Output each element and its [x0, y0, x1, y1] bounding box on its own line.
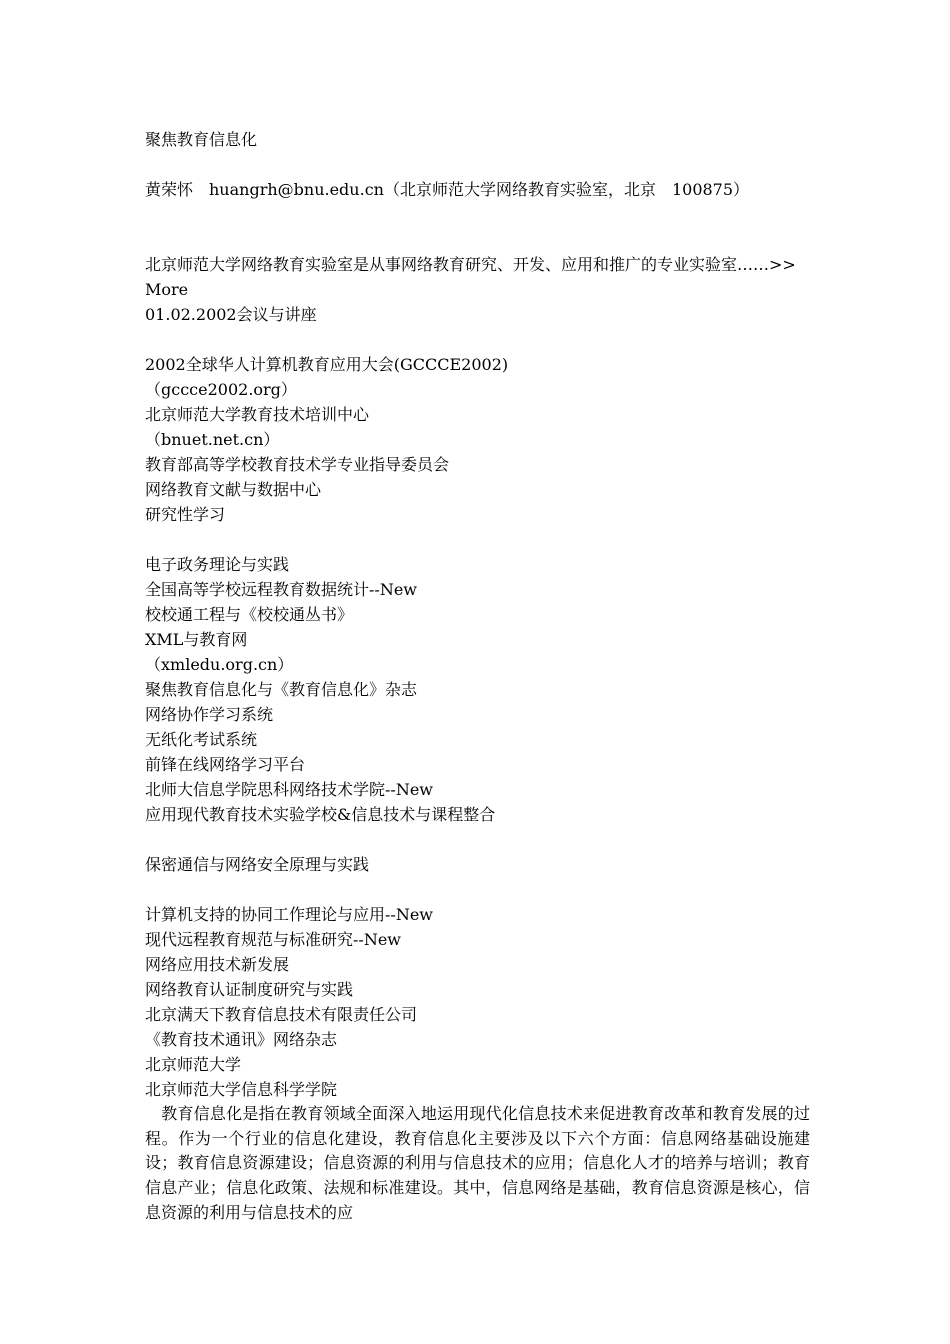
date-line: 01.02.2002会议与讲座: [145, 305, 317, 324]
spacer: [145, 152, 810, 177]
link-item[interactable]: （bnuet.net.cn）: [145, 430, 280, 449]
link-item[interactable]: 北京师范大学信息科学学院: [145, 1080, 338, 1099]
link-item[interactable]: 计算机支持的协同工作理论与应用--New: [145, 905, 433, 924]
spacer: [145, 527, 810, 552]
document-page: [145, 127, 810, 1226]
link-item[interactable]: 无纸化考试系统: [145, 730, 258, 749]
link-item[interactable]: XML与教育网: [145, 630, 248, 649]
link-item[interactable]: 北京满天下教育信息技术有限责任公司: [145, 1005, 418, 1024]
link-item[interactable]: 电子政务理论与实践: [145, 555, 290, 574]
link-item[interactable]: 应用现代教育技术实验学校&信息技术与课程整合: [145, 805, 496, 824]
link-group-2: [145, 552, 810, 827]
link-item[interactable]: （gccce2002.org）: [145, 380, 297, 399]
link-item[interactable]: 网络应用技术新发展: [145, 955, 290, 974]
link-item[interactable]: 前锋在线网络学习平台: [145, 755, 306, 774]
document-title: 聚焦教育信息化: [145, 130, 258, 149]
spacer: [145, 327, 810, 352]
link-item[interactable]: 北师大信息学院思科网络技术学院--New: [145, 780, 433, 799]
link-item[interactable]: 保密通信与网络安全原理与实践: [145, 855, 370, 874]
link-item[interactable]: 网络教育文献与数据中心: [145, 480, 322, 499]
spacer: [145, 877, 810, 902]
link-item[interactable]: 网络教育认证制度研究与实践: [145, 980, 354, 999]
link-group-1: [145, 352, 810, 527]
link-item[interactable]: 北京师范大学: [145, 1055, 242, 1074]
spacer: [145, 202, 810, 252]
link-item[interactable]: 研究性学习: [145, 505, 226, 524]
author-line: 黄荣怀 huangrh@bnu.edu.cn（北京师范大学网络教育实验室，北京 100875）: [145, 180, 750, 199]
link-group-4: [145, 902, 810, 1102]
link-item[interactable]: 教育部高等学校教育技术学专业指导委员会: [145, 455, 450, 474]
link-item[interactable]: 现代远程教育规范与标准研究--New: [145, 930, 401, 949]
link-item[interactable]: 2002全球华人计算机教育应用大会(GCCCE2002): [145, 355, 509, 374]
body-paragraph: 教育信息化是指在教育领域全面深入地运用现代化信息技术来促进教育改革和教育发展的过程。作为一个行业的信息化建设，教育信息化主要涉及以下六个方面：信息网络基础设施建设；教育信息资源建设；信息资源的利用与信息技术的应用；信息化人才的培养与培训；教育信息产业；信息化政策、法规和标准建设。其中，信息网络是基础，教育信息资源是核心，信息资源的利用与信息技术的应: [145, 1104, 810, 1222]
link-group-3: [145, 852, 810, 877]
link-item[interactable]: （xmledu.org.cn）: [145, 655, 294, 674]
link-item[interactable]: 北京师范大学教育技术培训中心: [145, 405, 370, 424]
link-item[interactable]: 《教育技术通讯》网络杂志: [145, 1030, 338, 1049]
link-item[interactable]: 全国高等学校远程教育数据统计--New: [145, 580, 417, 599]
link-item[interactable]: 网络协作学习系统: [145, 705, 274, 724]
spacer: [145, 827, 810, 852]
link-item[interactable]: 校校通工程与《校校通丛书》: [145, 605, 354, 624]
link-item[interactable]: 聚焦教育信息化与《教育信息化》杂志: [145, 680, 418, 699]
intro-text: 北京师范大学网络教育实验室是从事网络教育研究、开发、应用和推广的专业实验室……>>More: [145, 255, 796, 299]
